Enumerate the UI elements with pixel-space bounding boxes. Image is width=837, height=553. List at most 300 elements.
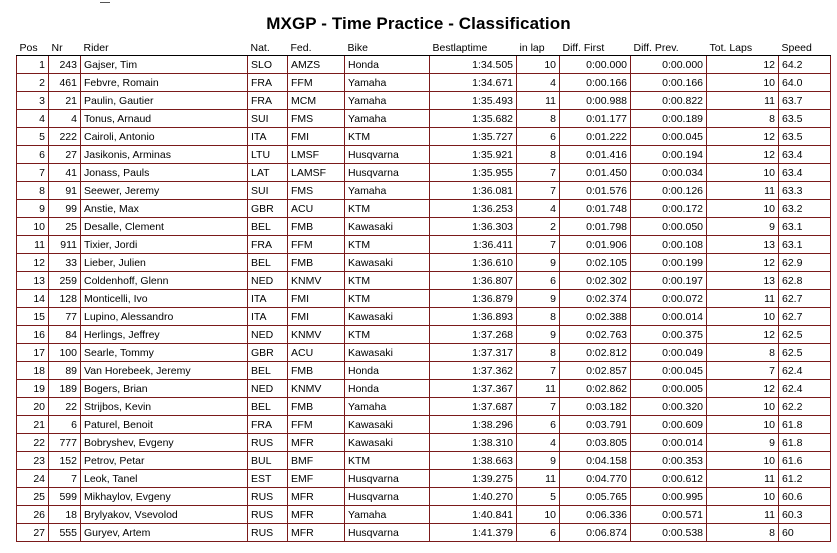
cell-bike: Yamaha (345, 398, 430, 416)
cell-bestlaptime: 1:37.687 (430, 398, 517, 416)
table-row (17, 524, 831, 542)
cell-pos: 7 (17, 164, 49, 182)
cell-rider: Monticelli, Ivo (81, 290, 248, 308)
table-header-row (17, 40, 831, 56)
cell-bestlaptime: 1:37.362 (430, 362, 517, 380)
cell-nr: 555 (49, 524, 81, 542)
cell-pos: 16 (17, 326, 49, 344)
cell-tot-laps: 11 (707, 290, 779, 308)
cell-in-lap: 11 (517, 92, 560, 110)
table-row (17, 344, 831, 362)
cell-bestlaptime: 1:34.671 (430, 74, 517, 92)
cell-rider: Tixier, Jordi (81, 236, 248, 254)
cell-nat: RUS (248, 488, 288, 506)
cell-rider: Searle, Tommy (81, 344, 248, 362)
cell-fed: LAMSF (288, 164, 345, 182)
column-header-nr: Nr (49, 40, 81, 56)
cell-fed: EMF (288, 470, 345, 488)
cell-diff-prev: 0:00.194 (631, 146, 707, 164)
cell-diff-prev: 0:00.375 (631, 326, 707, 344)
cell-diff-first: 0:03.791 (560, 416, 631, 434)
cell-speed: 62.7 (779, 308, 831, 326)
cell-speed: 63.5 (779, 128, 831, 146)
cell-in-lap: 6 (517, 128, 560, 146)
cell-nr: 84 (49, 326, 81, 344)
classification-table (16, 40, 831, 542)
cell-fed: ACU (288, 200, 345, 218)
cell-diff-first: 0:00.988 (560, 92, 631, 110)
cell-fed: KNMV (288, 272, 345, 290)
column-header-tot-laps: Tot. Laps (707, 40, 779, 56)
cell-nr: 461 (49, 74, 81, 92)
cell-pos: 1 (17, 56, 49, 74)
cell-bestlaptime: 1:36.081 (430, 182, 517, 200)
cell-bestlaptime: 1:39.275 (430, 470, 517, 488)
cell-speed: 63.3 (779, 182, 831, 200)
cell-diff-prev: 0:00.172 (631, 200, 707, 218)
cell-bike: Yamaha (345, 506, 430, 524)
cell-bike: Husqvarna (345, 164, 430, 182)
cell-bike: Honda (345, 380, 430, 398)
cell-bestlaptime: 1:36.807 (430, 272, 517, 290)
cell-in-lap: 4 (517, 74, 560, 92)
cell-bestlaptime: 1:41.379 (430, 524, 517, 542)
cell-nat: RUS (248, 434, 288, 452)
cell-speed: 62.7 (779, 290, 831, 308)
cell-pos: 17 (17, 344, 49, 362)
cell-bike: Yamaha (345, 110, 430, 128)
cell-diff-first: 0:02.862 (560, 380, 631, 398)
cell-diff-prev: 0:00.609 (631, 416, 707, 434)
cell-fed: MFR (288, 524, 345, 542)
cell-tot-laps: 13 (707, 272, 779, 290)
cell-nr: 6 (49, 416, 81, 434)
cell-rider: Desalle, Clement (81, 218, 248, 236)
cell-bike: Kawasaki (345, 254, 430, 272)
cell-diff-prev: 0:00.995 (631, 488, 707, 506)
cell-in-lap: 11 (517, 380, 560, 398)
cell-bike: Kawasaki (345, 344, 430, 362)
cell-pos: 13 (17, 272, 49, 290)
cell-nat: RUS (248, 506, 288, 524)
top-edge-mark (100, 0, 110, 3)
cell-diff-first: 0:00.166 (560, 74, 631, 92)
cell-speed: 62.8 (779, 272, 831, 290)
table-row (17, 92, 831, 110)
cell-bestlaptime: 1:35.727 (430, 128, 517, 146)
cell-pos: 20 (17, 398, 49, 416)
table-row (17, 452, 831, 470)
cell-nat: SUI (248, 182, 288, 200)
cell-bestlaptime: 1:37.367 (430, 380, 517, 398)
cell-bestlaptime: 1:38.296 (430, 416, 517, 434)
column-header-diff-first: Diff. First (560, 40, 631, 56)
cell-diff-first: 0:01.450 (560, 164, 631, 182)
cell-bestlaptime: 1:35.921 (430, 146, 517, 164)
cell-nat: FRA (248, 236, 288, 254)
cell-pos: 6 (17, 146, 49, 164)
cell-diff-prev: 0:00.000 (631, 56, 707, 74)
cell-bestlaptime: 1:35.493 (430, 92, 517, 110)
cell-speed: 61.6 (779, 452, 831, 470)
cell-nr: 259 (49, 272, 81, 290)
cell-rider: Herlings, Jeffrey (81, 326, 248, 344)
cell-diff-prev: 0:00.571 (631, 506, 707, 524)
cell-bestlaptime: 1:38.663 (430, 452, 517, 470)
cell-fed: LMSF (288, 146, 345, 164)
table-row (17, 164, 831, 182)
cell-pos: 26 (17, 506, 49, 524)
cell-nat: BEL (248, 362, 288, 380)
cell-bestlaptime: 1:40.841 (430, 506, 517, 524)
cell-fed: FMS (288, 110, 345, 128)
cell-pos: 18 (17, 362, 49, 380)
cell-diff-first: 0:03.805 (560, 434, 631, 452)
table-row (17, 254, 831, 272)
cell-rider: Lieber, Julien (81, 254, 248, 272)
cell-tot-laps: 13 (707, 236, 779, 254)
cell-tot-laps: 12 (707, 254, 779, 272)
cell-speed: 64.0 (779, 74, 831, 92)
cell-bike: Honda (345, 362, 430, 380)
cell-bike: KTM (345, 326, 430, 344)
cell-bike: KTM (345, 452, 430, 470)
cell-in-lap: 6 (517, 524, 560, 542)
cell-diff-first: 0:01.906 (560, 236, 631, 254)
cell-fed: FMB (288, 362, 345, 380)
cell-pos: 14 (17, 290, 49, 308)
cell-diff-first: 0:01.576 (560, 182, 631, 200)
cell-nr: 22 (49, 398, 81, 416)
cell-nat: ITA (248, 308, 288, 326)
cell-tot-laps: 10 (707, 416, 779, 434)
cell-pos: 10 (17, 218, 49, 236)
cell-speed: 64.2 (779, 56, 831, 74)
cell-nat: LAT (248, 164, 288, 182)
cell-diff-prev: 0:00.049 (631, 344, 707, 362)
cell-speed: 62.9 (779, 254, 831, 272)
cell-diff-prev: 0:00.538 (631, 524, 707, 542)
cell-tot-laps: 12 (707, 128, 779, 146)
cell-nr: 99 (49, 200, 81, 218)
cell-diff-first: 0:01.798 (560, 218, 631, 236)
cell-rider: Cairoli, Antonio (81, 128, 248, 146)
table-row (17, 470, 831, 488)
cell-in-lap: 5 (517, 488, 560, 506)
cell-diff-prev: 0:00.353 (631, 452, 707, 470)
cell-nr: 100 (49, 344, 81, 362)
column-header-fed: Fed. (288, 40, 345, 56)
cell-rider: Petrov, Petar (81, 452, 248, 470)
cell-in-lap: 2 (517, 218, 560, 236)
cell-fed: AMZS (288, 56, 345, 74)
cell-in-lap: 8 (517, 110, 560, 128)
cell-tot-laps: 8 (707, 344, 779, 362)
cell-nr: 77 (49, 308, 81, 326)
cell-pos: 15 (17, 308, 49, 326)
cell-speed: 62.4 (779, 362, 831, 380)
cell-diff-prev: 0:00.108 (631, 236, 707, 254)
cell-bike: KTM (345, 272, 430, 290)
cell-pos: 2 (17, 74, 49, 92)
cell-speed: 60.6 (779, 488, 831, 506)
column-header-pos: Pos (17, 40, 49, 56)
cell-rider: Paturel, Benoit (81, 416, 248, 434)
cell-bike: KTM (345, 128, 430, 146)
cell-rider: Strijbos, Kevin (81, 398, 248, 416)
cell-diff-first: 0:02.857 (560, 362, 631, 380)
cell-bestlaptime: 1:36.893 (430, 308, 517, 326)
cell-rider: Anstie, Max (81, 200, 248, 218)
table-row (17, 128, 831, 146)
cell-rider: Tonus, Arnaud (81, 110, 248, 128)
cell-tot-laps: 10 (707, 200, 779, 218)
cell-tot-laps: 11 (707, 506, 779, 524)
cell-pos: 21 (17, 416, 49, 434)
cell-nat: BEL (248, 398, 288, 416)
cell-diff-prev: 0:00.126 (631, 182, 707, 200)
cell-rider: Jasikonis, Arminas (81, 146, 248, 164)
cell-diff-first: 0:02.105 (560, 254, 631, 272)
cell-pos: 5 (17, 128, 49, 146)
cell-fed: MFR (288, 434, 345, 452)
cell-speed: 63.2 (779, 200, 831, 218)
cell-diff-first: 0:03.182 (560, 398, 631, 416)
cell-pos: 3 (17, 92, 49, 110)
cell-nat: RUS (248, 524, 288, 542)
table-row (17, 398, 831, 416)
cell-tot-laps: 12 (707, 146, 779, 164)
cell-diff-first: 0:02.388 (560, 308, 631, 326)
cell-speed: 62.4 (779, 380, 831, 398)
cell-tot-laps: 9 (707, 218, 779, 236)
cell-rider: Lupino, Alessandro (81, 308, 248, 326)
cell-tot-laps: 10 (707, 74, 779, 92)
cell-fed: FMB (288, 254, 345, 272)
cell-bike: Husqvarna (345, 488, 430, 506)
cell-bike: Husqvarna (345, 524, 430, 542)
cell-in-lap: 7 (517, 182, 560, 200)
cell-rider: Paulin, Gautier (81, 92, 248, 110)
cell-bestlaptime: 1:36.879 (430, 290, 517, 308)
cell-in-lap: 4 (517, 200, 560, 218)
cell-diff-first: 0:00.000 (560, 56, 631, 74)
cell-rider: Bogers, Brian (81, 380, 248, 398)
cell-fed: FFM (288, 416, 345, 434)
cell-nat: NED (248, 380, 288, 398)
cell-tot-laps: 10 (707, 308, 779, 326)
column-header-speed: Speed (779, 40, 831, 56)
cell-tot-laps: 11 (707, 92, 779, 110)
cell-bestlaptime: 1:40.270 (430, 488, 517, 506)
cell-pos: 27 (17, 524, 49, 542)
cell-fed: MFR (288, 506, 345, 524)
cell-speed: 63.4 (779, 146, 831, 164)
cell-pos: 24 (17, 470, 49, 488)
cell-fed: FFM (288, 236, 345, 254)
cell-fed: KNMV (288, 380, 345, 398)
cell-nr: 7 (49, 470, 81, 488)
cell-fed: FFM (288, 74, 345, 92)
cell-diff-prev: 0:00.050 (631, 218, 707, 236)
cell-tot-laps: 10 (707, 488, 779, 506)
cell-diff-first: 0:02.812 (560, 344, 631, 362)
cell-in-lap: 9 (517, 254, 560, 272)
cell-nr: 4 (49, 110, 81, 128)
cell-speed: 60.3 (779, 506, 831, 524)
cell-nr: 777 (49, 434, 81, 452)
cell-in-lap: 8 (517, 146, 560, 164)
cell-speed: 60 (779, 524, 831, 542)
cell-tot-laps: 11 (707, 470, 779, 488)
cell-fed: FMI (288, 308, 345, 326)
cell-speed: 63.1 (779, 236, 831, 254)
cell-diff-prev: 0:00.005 (631, 380, 707, 398)
table-row (17, 272, 831, 290)
cell-diff-prev: 0:00.189 (631, 110, 707, 128)
cell-bestlaptime: 1:35.682 (430, 110, 517, 128)
cell-nat: FRA (248, 74, 288, 92)
cell-bestlaptime: 1:36.253 (430, 200, 517, 218)
cell-diff-prev: 0:00.072 (631, 290, 707, 308)
cell-nr: 128 (49, 290, 81, 308)
table-row (17, 326, 831, 344)
cell-speed: 61.8 (779, 416, 831, 434)
cell-tot-laps: 11 (707, 182, 779, 200)
cell-rider: Bobryshev, Evgeny (81, 434, 248, 452)
table-row (17, 362, 831, 380)
table-row (17, 434, 831, 452)
cell-in-lap: 9 (517, 326, 560, 344)
cell-in-lap: 7 (517, 164, 560, 182)
cell-diff-first: 0:01.177 (560, 110, 631, 128)
cell-nat: GBR (248, 344, 288, 362)
cell-tot-laps: 12 (707, 326, 779, 344)
cell-nat: NED (248, 326, 288, 344)
cell-pos: 22 (17, 434, 49, 452)
cell-in-lap: 7 (517, 362, 560, 380)
cell-nr: 152 (49, 452, 81, 470)
cell-in-lap: 10 (517, 56, 560, 74)
cell-pos: 23 (17, 452, 49, 470)
cell-speed: 62.5 (779, 326, 831, 344)
cell-in-lap: 6 (517, 416, 560, 434)
cell-nr: 21 (49, 92, 81, 110)
cell-pos: 25 (17, 488, 49, 506)
cell-diff-prev: 0:00.014 (631, 308, 707, 326)
table-row (17, 488, 831, 506)
table-row (17, 110, 831, 128)
cell-tot-laps: 9 (707, 434, 779, 452)
cell-diff-first: 0:05.765 (560, 488, 631, 506)
cell-rider: Seewer, Jeremy (81, 182, 248, 200)
cell-fed: FMB (288, 398, 345, 416)
cell-fed: FMI (288, 290, 345, 308)
column-header-bike: Bike (345, 40, 430, 56)
cell-in-lap: 6 (517, 272, 560, 290)
table-row (17, 236, 831, 254)
cell-fed: KNMV (288, 326, 345, 344)
cell-diff-prev: 0:00.612 (631, 470, 707, 488)
cell-pos: 12 (17, 254, 49, 272)
cell-diff-first: 0:01.222 (560, 128, 631, 146)
cell-bestlaptime: 1:37.268 (430, 326, 517, 344)
cell-nat: BUL (248, 452, 288, 470)
cell-nat: LTU (248, 146, 288, 164)
cell-speed: 62.2 (779, 398, 831, 416)
cell-diff-prev: 0:00.199 (631, 254, 707, 272)
cell-fed: FMB (288, 218, 345, 236)
cell-nr: 25 (49, 218, 81, 236)
cell-tot-laps: 8 (707, 110, 779, 128)
table-row (17, 74, 831, 92)
cell-fed: FMI (288, 128, 345, 146)
cell-nr: 89 (49, 362, 81, 380)
cell-tot-laps: 10 (707, 452, 779, 470)
column-header-bestlaptime: Bestlaptime (430, 40, 517, 56)
cell-in-lap: 8 (517, 308, 560, 326)
cell-speed: 63.5 (779, 110, 831, 128)
cell-diff-first: 0:02.302 (560, 272, 631, 290)
cell-bestlaptime: 1:35.955 (430, 164, 517, 182)
cell-tot-laps: 10 (707, 398, 779, 416)
cell-speed: 63.1 (779, 218, 831, 236)
cell-fed: MFR (288, 488, 345, 506)
table-row (17, 416, 831, 434)
cell-diff-prev: 0:00.822 (631, 92, 707, 110)
cell-bike: Yamaha (345, 74, 430, 92)
cell-speed: 63.4 (779, 164, 831, 182)
cell-rider: Febvre, Romain (81, 74, 248, 92)
cell-rider: Leok, Tanel (81, 470, 248, 488)
cell-nat: ITA (248, 128, 288, 146)
cell-diff-prev: 0:00.197 (631, 272, 707, 290)
cell-fed: BMF (288, 452, 345, 470)
column-header-nat: Nat. (248, 40, 288, 56)
cell-nat: NED (248, 272, 288, 290)
cell-bike: Kawasaki (345, 434, 430, 452)
cell-diff-prev: 0:00.014 (631, 434, 707, 452)
cell-rider: Mikhaylov, Evgeny (81, 488, 248, 506)
cell-nr: 18 (49, 506, 81, 524)
cell-bestlaptime: 1:36.303 (430, 218, 517, 236)
cell-diff-first: 0:02.374 (560, 290, 631, 308)
cell-in-lap: 11 (517, 470, 560, 488)
cell-nr: 911 (49, 236, 81, 254)
cell-rider: Van Horebeek, Jeremy (81, 362, 248, 380)
cell-diff-prev: 0:00.045 (631, 362, 707, 380)
cell-diff-first: 0:01.416 (560, 146, 631, 164)
cell-nr: 222 (49, 128, 81, 146)
cell-diff-first: 0:06.874 (560, 524, 631, 542)
cell-nr: 41 (49, 164, 81, 182)
cell-fed: FMS (288, 182, 345, 200)
cell-speed: 63.7 (779, 92, 831, 110)
cell-rider: Brylyakov, Vsevolod (81, 506, 248, 524)
cell-tot-laps: 7 (707, 362, 779, 380)
cell-rider: Jonass, Pauls (81, 164, 248, 182)
table-row (17, 182, 831, 200)
table-row (17, 146, 831, 164)
cell-nat: FRA (248, 92, 288, 110)
column-header-diff-prev: Diff. Prev. (631, 40, 707, 56)
cell-bike: KTM (345, 200, 430, 218)
cell-fed: ACU (288, 344, 345, 362)
cell-diff-prev: 0:00.320 (631, 398, 707, 416)
cell-bestlaptime: 1:34.505 (430, 56, 517, 74)
table-row (17, 218, 831, 236)
cell-bike: KTM (345, 236, 430, 254)
